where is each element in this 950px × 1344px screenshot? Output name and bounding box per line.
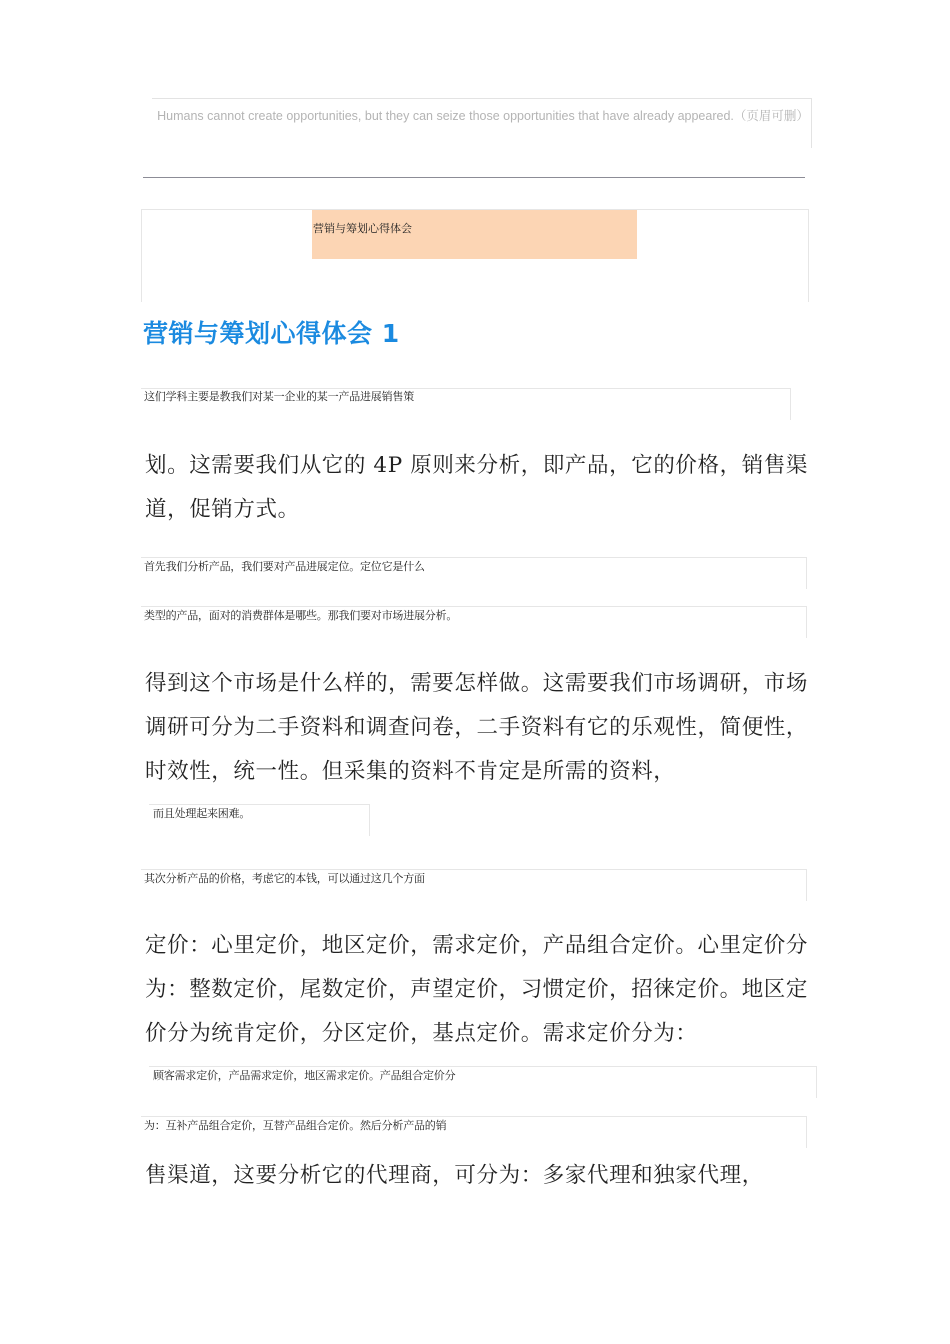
page-header-text: Humans cannot create opportunities, but they can seize those opportunities that have already appeared.（页眉可删） (157, 109, 809, 123)
small-line-4: 而且处理起来困难。 (153, 808, 251, 820)
small-line-3: 类型的产品，面对的消费群体是哪些。那我们要对市场进展分析。 (144, 610, 458, 622)
section-heading: 营销与筹划心得体会 1 (143, 319, 400, 348)
paragraph-1: 划。这需要我们从它的 4P 原则来分析，即产品，它的价格，销售渠道，促销方式。 (145, 453, 809, 522)
small-line-1: 这们学科主要是教我们对某一企业的某一产品进展销售策 (144, 391, 414, 403)
header-divider (143, 177, 805, 178)
paragraph-4: 售渠道，这要分析它的代理商，可分为：多家代理和独家代理， (145, 1163, 764, 1188)
small-line-7: 为：互补产品组合定价，互替产品组合定价。然后分析产品的销 (144, 1120, 447, 1132)
title-box-text: 营销与筹划心得体会 (313, 223, 412, 235)
small-line-2: 首先我们分析产品，我们要对产品进展定位。定位它是什么 (144, 561, 425, 573)
paragraph-3: 定价：心里定价，地区定价，需求定价，产品组合定价。心里定价分为：整数定价，尾数定价，声望定价，习惯定价，招徕定价。地区定价分为统肯定价，分区定价，基点定价。需求定价分为： (145, 933, 809, 1046)
small-line-5: 其次分析产品的价格，考虑它的本钱，可以通过这几个方面 (144, 873, 425, 885)
small-line-6: 顾客需求定价，产品需求定价，地区需求定价。产品组合定价分 (153, 1070, 456, 1082)
paragraph-2: 得到这个市场是什么样的，需要怎样做。这需要我们市场调研，市场调研可分为二手资料和调查问卷，二手资料有它的乐观性，简便性，时效性，统一性。但采集的资料不肯定是所需的资料， (145, 671, 809, 784)
